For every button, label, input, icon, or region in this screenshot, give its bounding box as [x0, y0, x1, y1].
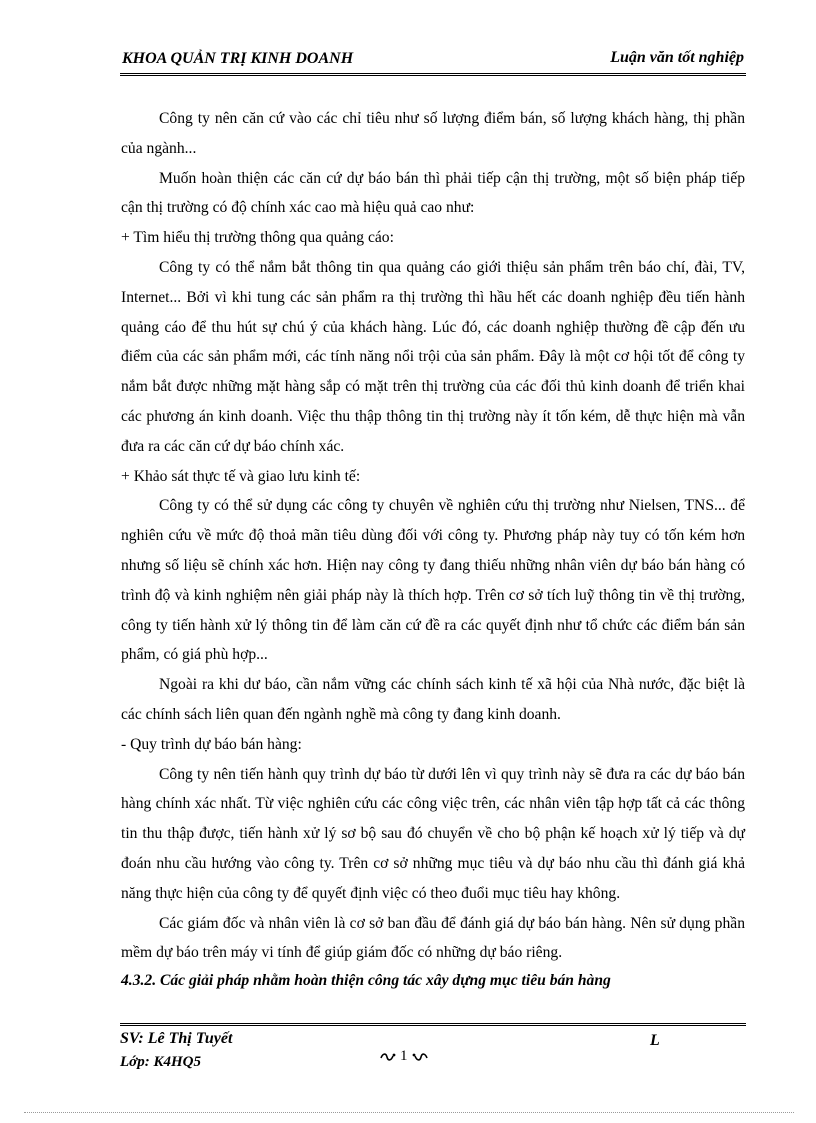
page-header — [120, 47, 746, 76]
paragraph: Công ty có thể nắm bắt thông tin qua quảng cáo giới thiệu sản phẩm trên báo chí, đài, TV, Internet... Bởi vì khi tung các sản phẩm ra thị trường thì hầu hết các doanh nghiệp đều tiến hành quảng cáo để thu hút sự chú ý của khách hàng. Lúc đó, các doanh nghiệp thường đề cập đến ưu điểm của các sản phẩm mới, các tính năng nổi trội của sản phẩm. Đây là một cơ hội tốt để công ty nắm bắt được những mặt hàng sắp có mặt trên thị trường của các đối thủ kinh doanh để triển khai các phương án kinh doanh. Việc thu thập thông tin thị trường này ít tốn kém, dễ thực hiện mà vẫn đưa ra các căn cứ dự báo chính xác. — [121, 258, 745, 455]
page-number — [380, 1048, 428, 1065]
footer-student-name: SV: Lê Thị Tuyết — [120, 1030, 233, 1047]
section-heading: 4.3.2. Các giải pháp nhằm hoàn thiện công tác xây dựng mục tiêu bán hàng — [121, 972, 611, 990]
page-bottom-rule — [24, 1112, 794, 1113]
paragraph: Các giám đốc và nhân viên là cơ sở ban đầu để đánh giá dự báo bán hàng. Nên sử dụng phần mềm dự báo trên máy vi tính để giúp giám đốc có những dự báo riêng. — [121, 914, 745, 962]
paragraph: Công ty có thể sử dụng các công ty chuyên về nghiên cứu thị trường như Nielsen, TNS... để nghiên cứu về mức độ thoả mãn tiêu dùng đối với công ty. Phương pháp này tuy có tốn kém hơn nhưng số liệu sẽ chính xác hơn. Hiện nay công ty đang thiếu những nhân viên dự báo bán hàng có trình độ và kinh nghiệm nên giải pháp này là thích hợp. Trên cơ sở tích luỹ thông tin về thị trường, công ty tiến hành xử lý thông tin để làm căn cứ đề ra các quyết định như tổ chức các điểm bán sản phẩm, có giá phù hợp... — [121, 497, 745, 664]
body-text — [121, 104, 745, 994]
paragraph: Công ty nên tiến hành quy trình dự báo từ dưới lên vì quy trình này sẽ đưa ra các dự báo bán hàng chính xác nhất. Từ việc nghiên cứu các công việc trên, các nhân viên tập hợp tất cả các thông tin thu thập được, tiến hành xử lý sơ bộ sau đó chuyển về cho bộ phận kế hoạch xử lý tiếp và dự đoán nhu cầu hướng vào công ty. Trên cơ sở những mục tiêu và dự báo nhu cầu thì đánh giá khả năng thực hiện của công ty để quyết định việc có theo đuổi mục tiêu hay không. — [121, 765, 745, 902]
paragraph: Công ty nên căn cứ vào các chỉ tiêu như số lượng điểm bán, số lượng khách hàng, thị phần của ngành... — [121, 110, 745, 157]
header-thesis-label: Luận văn tốt nghiệp — [610, 49, 744, 66]
subsection-title: + Khảo sát thực tế và giao lưu kinh tế: — [121, 467, 361, 485]
page-footer — [120, 1023, 746, 1084]
page-number-value: 1 — [400, 1048, 408, 1064]
paragraph: Ngoài ra khi dư báo, cần nắm vững các chính sách kinh tế xã hội của Nhà nước, đặc biệt là các chính sách liên quan đến ngành nghề mà công ty đang kinh doanh. — [121, 676, 745, 723]
paragraph: Muốn hoàn thiện các căn cứ dự báo bán thì phải tiếp cận thị trường, một số biện pháp tiếp cận thị trường có độ chính xác cao mà hiệu quả cao như: — [121, 169, 745, 217]
header-faculty: KHOA QUẢN TRỊ KINH DOANH — [122, 50, 354, 67]
subsection-title: - Quy trình dự báo bán hàng: — [121, 735, 302, 753]
subsection-title: + Tìm hiểu thị trường thông qua quảng cáo: — [121, 229, 394, 247]
ornament-left-icon — [380, 1052, 396, 1062]
ornament-right-icon — [412, 1052, 428, 1062]
footer-mark: L — [650, 1032, 660, 1049]
footer-class: Lớp: K4HQ5 — [120, 1054, 201, 1070]
